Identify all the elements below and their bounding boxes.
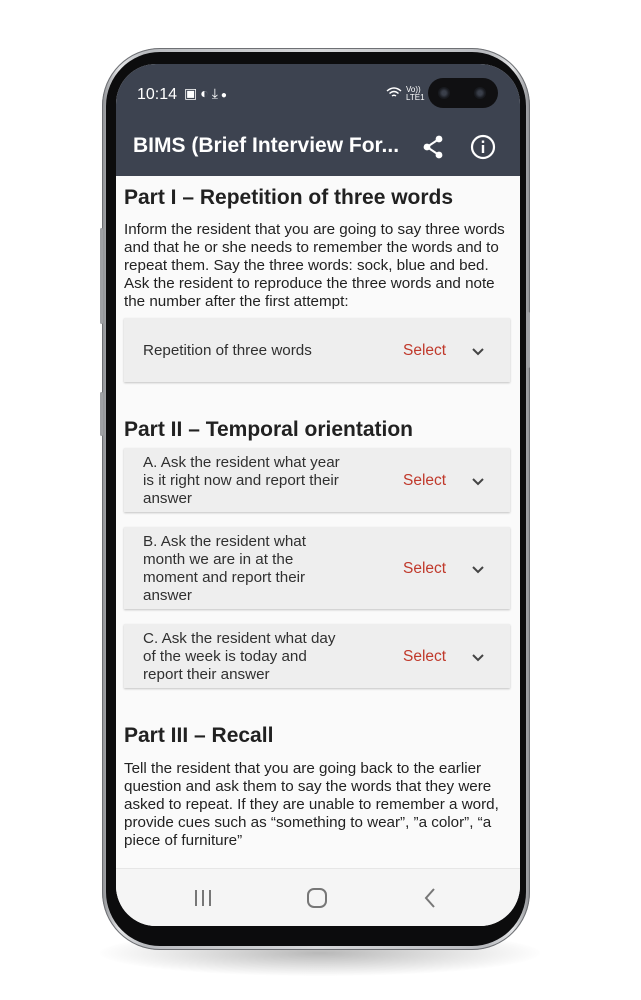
info-button[interactable] [468,132,498,162]
select-dropdown[interactable]: Select [403,342,447,359]
back-button[interactable] [418,885,444,911]
select-dropdown[interactable]: Select [403,648,447,665]
share-button[interactable] [418,132,448,162]
image-icon: ▣ [184,85,201,101]
recents-icon [190,885,216,911]
status-time: 10:14 [137,86,178,103]
question-label: B. Ask the resident what month we are in at the moment and report their answer [143,533,306,604]
network-label-top: Vo)) [406,85,421,94]
app-title: BIMS (Brief Interview For... [133,134,400,157]
home-button[interactable] [304,885,330,911]
network-label-bottom: LTE1 [406,93,425,102]
question-card-month[interactable] [124,527,510,609]
question-label: C. Ask the resident what day of the week is today and report their answer [143,630,336,683]
app-bar [116,120,520,176]
part2-heading: Part II – Temporal orientation [124,418,413,441]
phone-screen [116,64,520,926]
question-card-year[interactable] [124,448,510,512]
form-content[interactable] [116,176,520,868]
info-icon [468,132,498,162]
question-label: Repetition of three words [143,342,312,359]
chevron-down-icon [471,651,485,665]
chevron-down-icon [471,345,485,359]
part1-description: Inform the resident that you are going to say three words and that he or she needs to remember the words and to repeat them. Say the three words: sock, blue and bed. Ask the resident to reproduce the three words and note the number after the first attempt: [124,221,505,310]
download-icon: ⤓ [211,85,221,101]
chevron-down-icon [471,475,485,489]
network-label [406,86,425,102]
recents-button[interactable] [190,885,216,911]
camera-lens-icon [438,87,450,99]
privacy-icon: ◐ [200,85,212,101]
wifi-icon [386,86,402,103]
select-dropdown[interactable]: Select [403,560,447,577]
front-camera-cutout [428,78,498,108]
notification-icons [184,85,230,102]
system-navigation-bar [116,868,520,926]
volume-button [100,228,103,324]
status-bar [116,64,520,120]
back-icon [418,885,444,911]
chevron-down-icon [471,563,485,577]
power-button [527,312,530,368]
select-dropdown[interactable]: Select [403,472,447,489]
question-label: A. Ask the resident what year is it right now and report their answer [143,454,340,507]
dot-icon: ● [220,90,230,101]
part3-heading: Part III – Recall [124,724,274,747]
share-icon [418,132,448,162]
bixby-button [100,392,103,436]
camera-lens-icon [474,87,486,99]
question-card-repetition[interactable] [124,318,510,382]
home-icon [304,885,330,911]
part1-heading: Part I – Repetition of three words [124,186,454,209]
part3-description: Tell the resident that you are going back to the earlier question and ask them to say the words that they were asked to repeat. If they are unable to remember a word, provide cues such as “something to wear”, ”a color”, “a piece of furniture” [124,760,499,849]
question-card-day[interactable] [124,624,510,688]
